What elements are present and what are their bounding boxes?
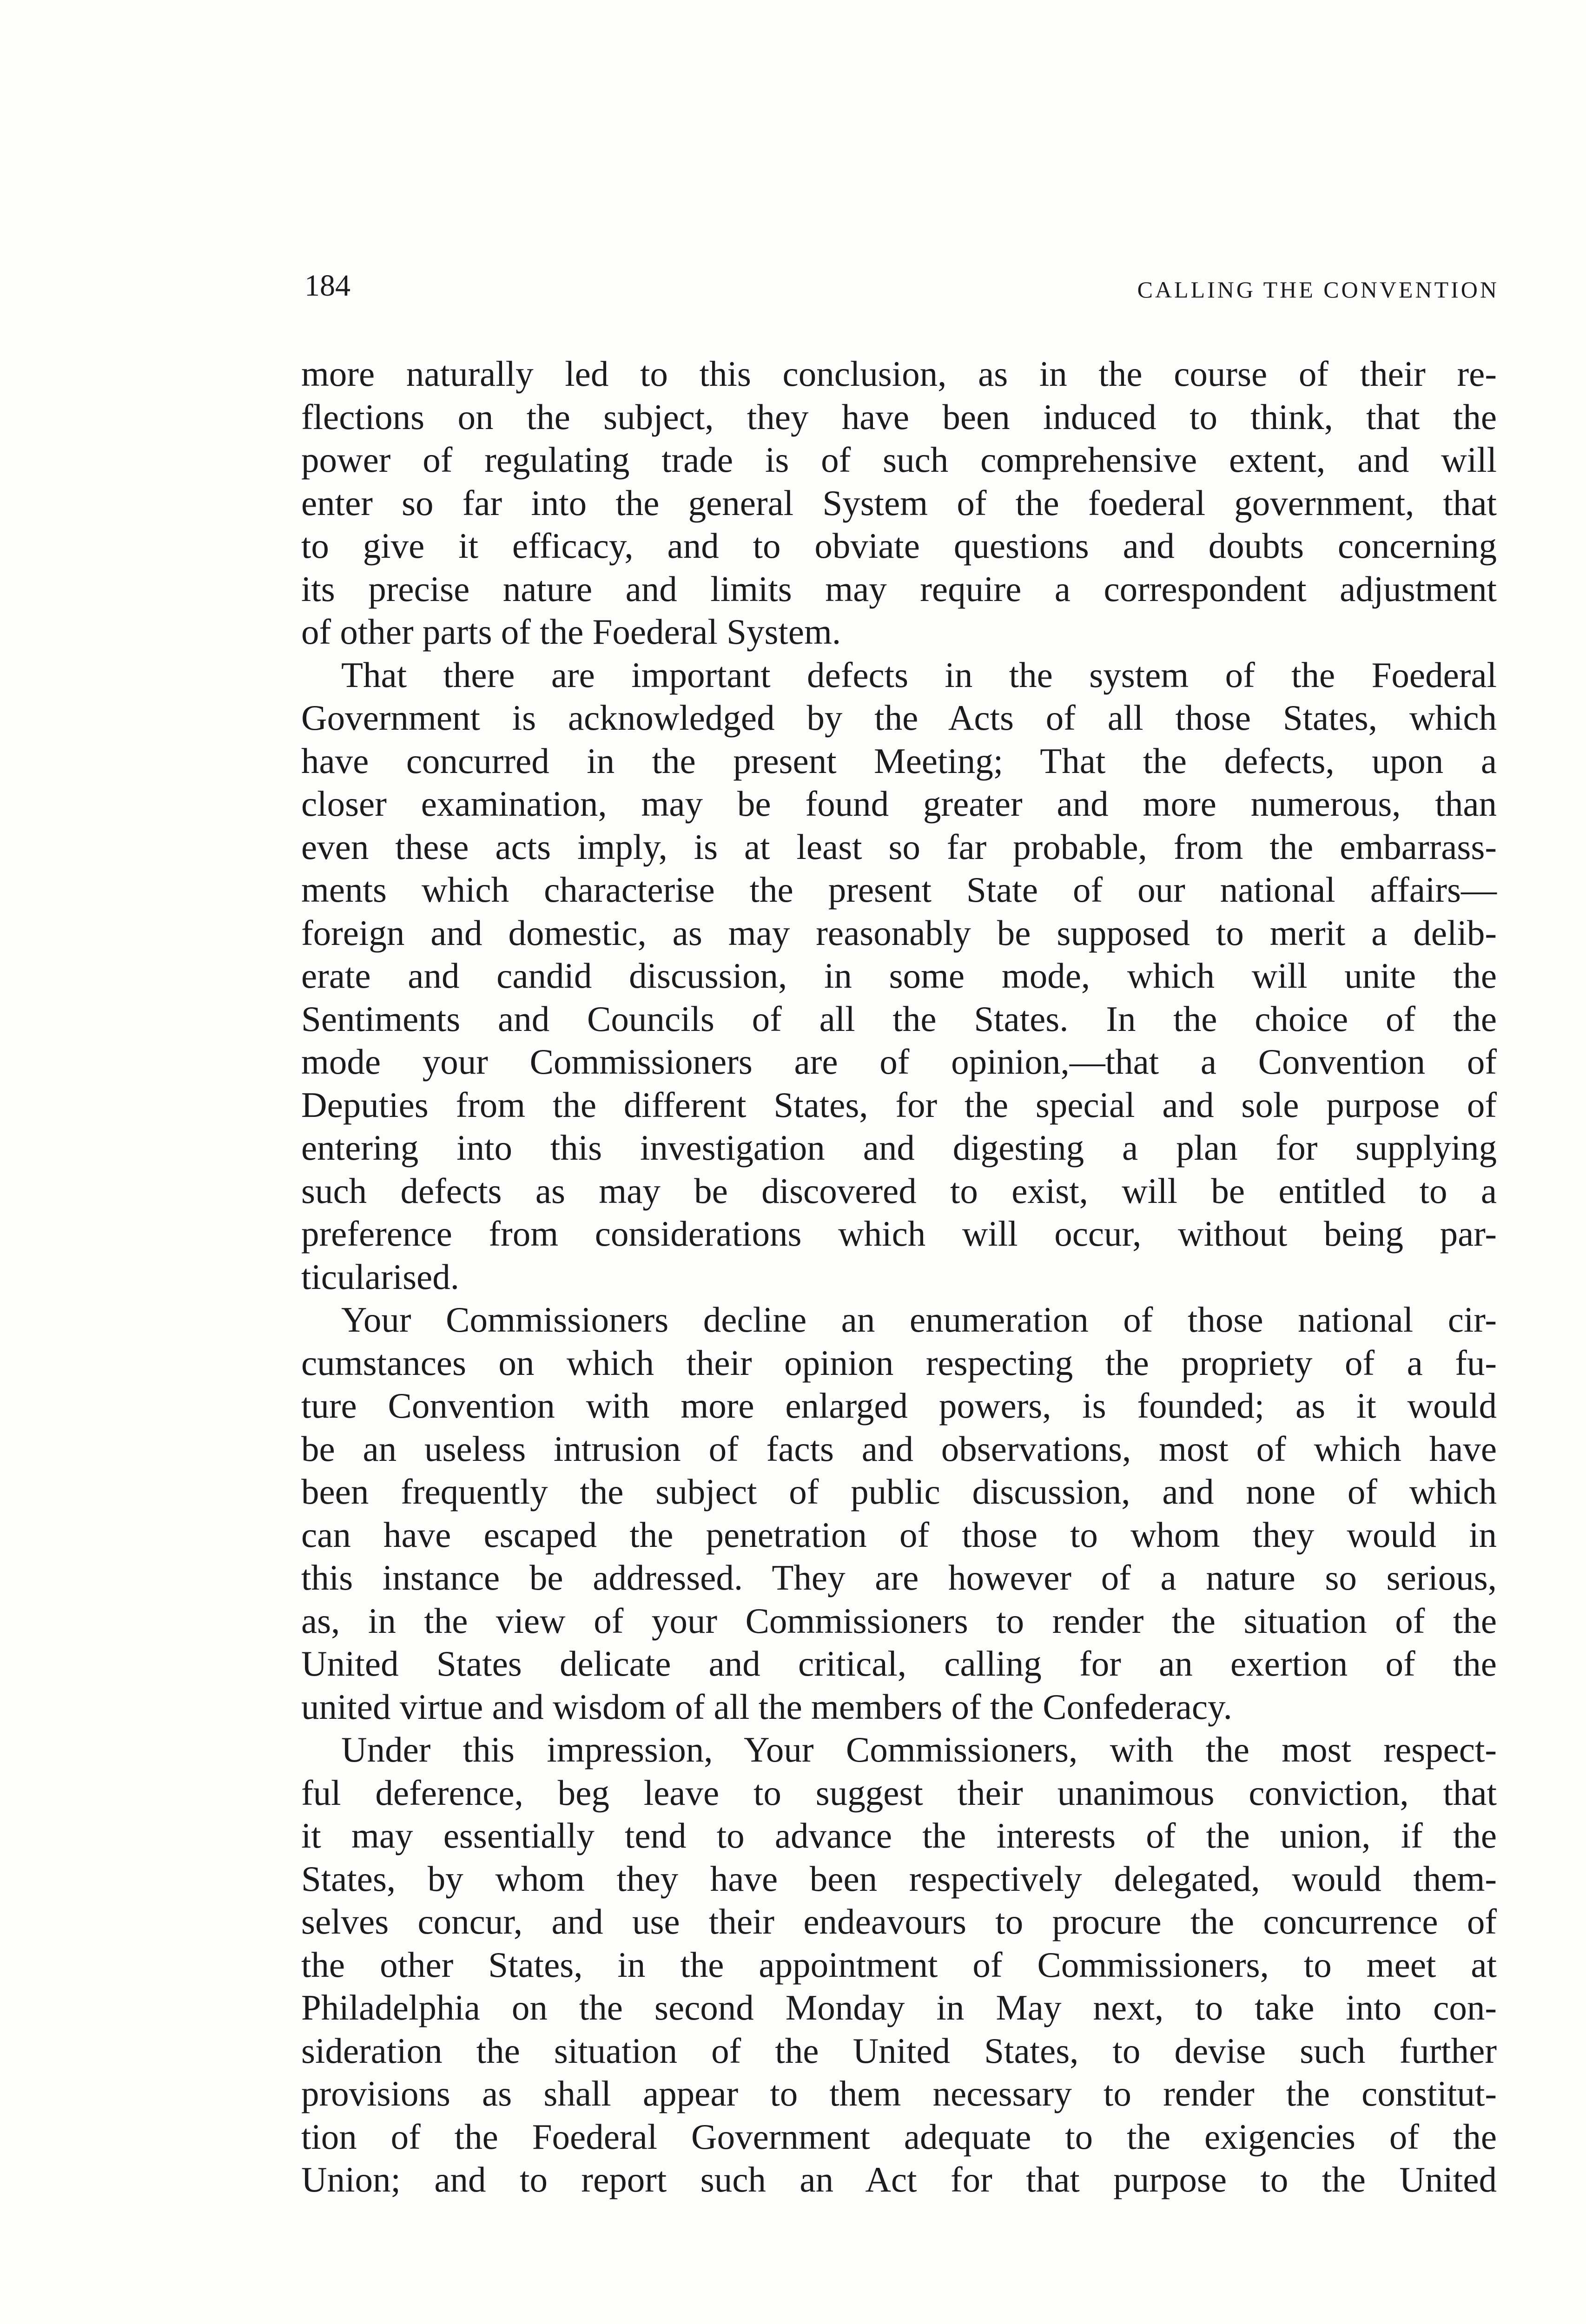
- text-line: of other parts of the Foederal System.: [301, 612, 841, 652]
- text-line: Your Commissioners decline an enumeration of those national cir-: [341, 1300, 1497, 1340]
- text-line: be an useless intrusion of facts and observations, most of which have: [301, 1428, 1497, 1469]
- text-line: That there are important defects in the system of the Foederal: [341, 654, 1497, 695]
- text-line: ture Convention with more enlarged powers, is founded; as it would: [301, 1386, 1497, 1426]
- text-line: Government is acknowledged by the Acts of all those States, which: [301, 698, 1497, 738]
- text-line: Deputies from the different States, for the special and sole purpose of: [301, 1084, 1497, 1125]
- text-line: ticularised.: [301, 1256, 459, 1297]
- text-line: the other States, in the appointment of Commissioners, to meet at: [301, 1944, 1497, 1985]
- text-line: its precise nature and limits may require a correspondent adjustment: [301, 568, 1497, 609]
- text-line: ments which characterise the present State of our national affairs—: [301, 870, 1497, 910]
- text-line: States, by whom they have been respectively delegated, would them-: [301, 1858, 1497, 1899]
- text-line: preference from considerations which will occur, without being par-: [301, 1214, 1497, 1254]
- text-line: as, in the view of your Commissioners to render the situation of the: [301, 1600, 1497, 1641]
- text-line: flections on the subject, they have been induced to think, that the: [301, 396, 1497, 437]
- text-line: to give it efficacy, and to obviate questions and doubts concerning: [301, 526, 1497, 566]
- text-line: power of regulating trade is of such comprehensive extent, and will: [301, 440, 1497, 480]
- text-line: can have escaped the penetration of those to whom they would in: [301, 1514, 1497, 1555]
- page-number: 184: [304, 269, 350, 303]
- text-line: United States delicate and critical, calling for an exertion of the: [301, 1644, 1497, 1684]
- running-title: CALLING THE CONVENTION: [1137, 277, 1499, 303]
- text-line: Under this impression, Your Commissioners, with the most respect-: [341, 1730, 1497, 1769]
- text-line: united virtue and wisdom of all the members of the Confederacy.: [301, 1686, 1232, 1727]
- text-line: selves concur, and use their endeavours to procure the concurrence of: [301, 1901, 1497, 1941]
- text-line: erate and candid discussion, in some mode, which will unite the: [301, 956, 1497, 996]
- text-line: have concurred in the present Meeting; That the defects, upon a: [301, 740, 1497, 781]
- text-line: Sentiments and Councils of all the States. In the choice of the: [301, 998, 1497, 1039]
- text-line: cumstances on which their opinion respecting the propriety of a fu-: [301, 1342, 1497, 1383]
- text-line: closer examination, may be found greater and more numerous, than: [301, 784, 1497, 824]
- text-line: entering into this investigation and digesting a plan for supplying: [301, 1128, 1497, 1168]
- body-text: [301, 352, 1497, 2201]
- text-line: tion of the Foederal Government adequate to the exigencies of the: [301, 2116, 1497, 2157]
- text-line: it may essentially tend to advance the interests of the union, if the: [301, 1816, 1497, 1855]
- text-line: enter so far into the general System of the foederal government, that: [301, 482, 1497, 523]
- text-line: Union; and to report such an Act for that purpose to the United: [301, 2159, 1497, 2199]
- text-line: more naturally led to this conclusion, as in the course of their re-: [301, 354, 1497, 394]
- text-line: been frequently the subject of public discussion, and none of which: [301, 1472, 1497, 1512]
- text-line: such defects as may be discovered to exist, will be entitled to a: [301, 1170, 1497, 1211]
- text-line: even these acts imply, is at least so far probable, from the embarrass-: [301, 826, 1497, 867]
- text-line: foreign and domestic, as may reasonably be supposed to merit a delib-: [301, 912, 1497, 953]
- text-line: mode your Commissioners are of opinion,—that a Convention of: [301, 1042, 1497, 1082]
- text-line: sideration the situation of the United States, to devise such further: [301, 2030, 1497, 2071]
- text-line: Philadelphia on the second Monday in May next, to take into con-: [301, 1987, 1497, 2027]
- running-head: [304, 265, 1499, 307]
- text-line: provisions as shall appear to them necessary to render the constitut-: [301, 2073, 1497, 2113]
- text-line: ful deference, beg leave to suggest their unanimous conviction, that: [301, 1772, 1497, 1813]
- text-line: this instance be addressed. They are however of a nature so serious,: [301, 1558, 1497, 1598]
